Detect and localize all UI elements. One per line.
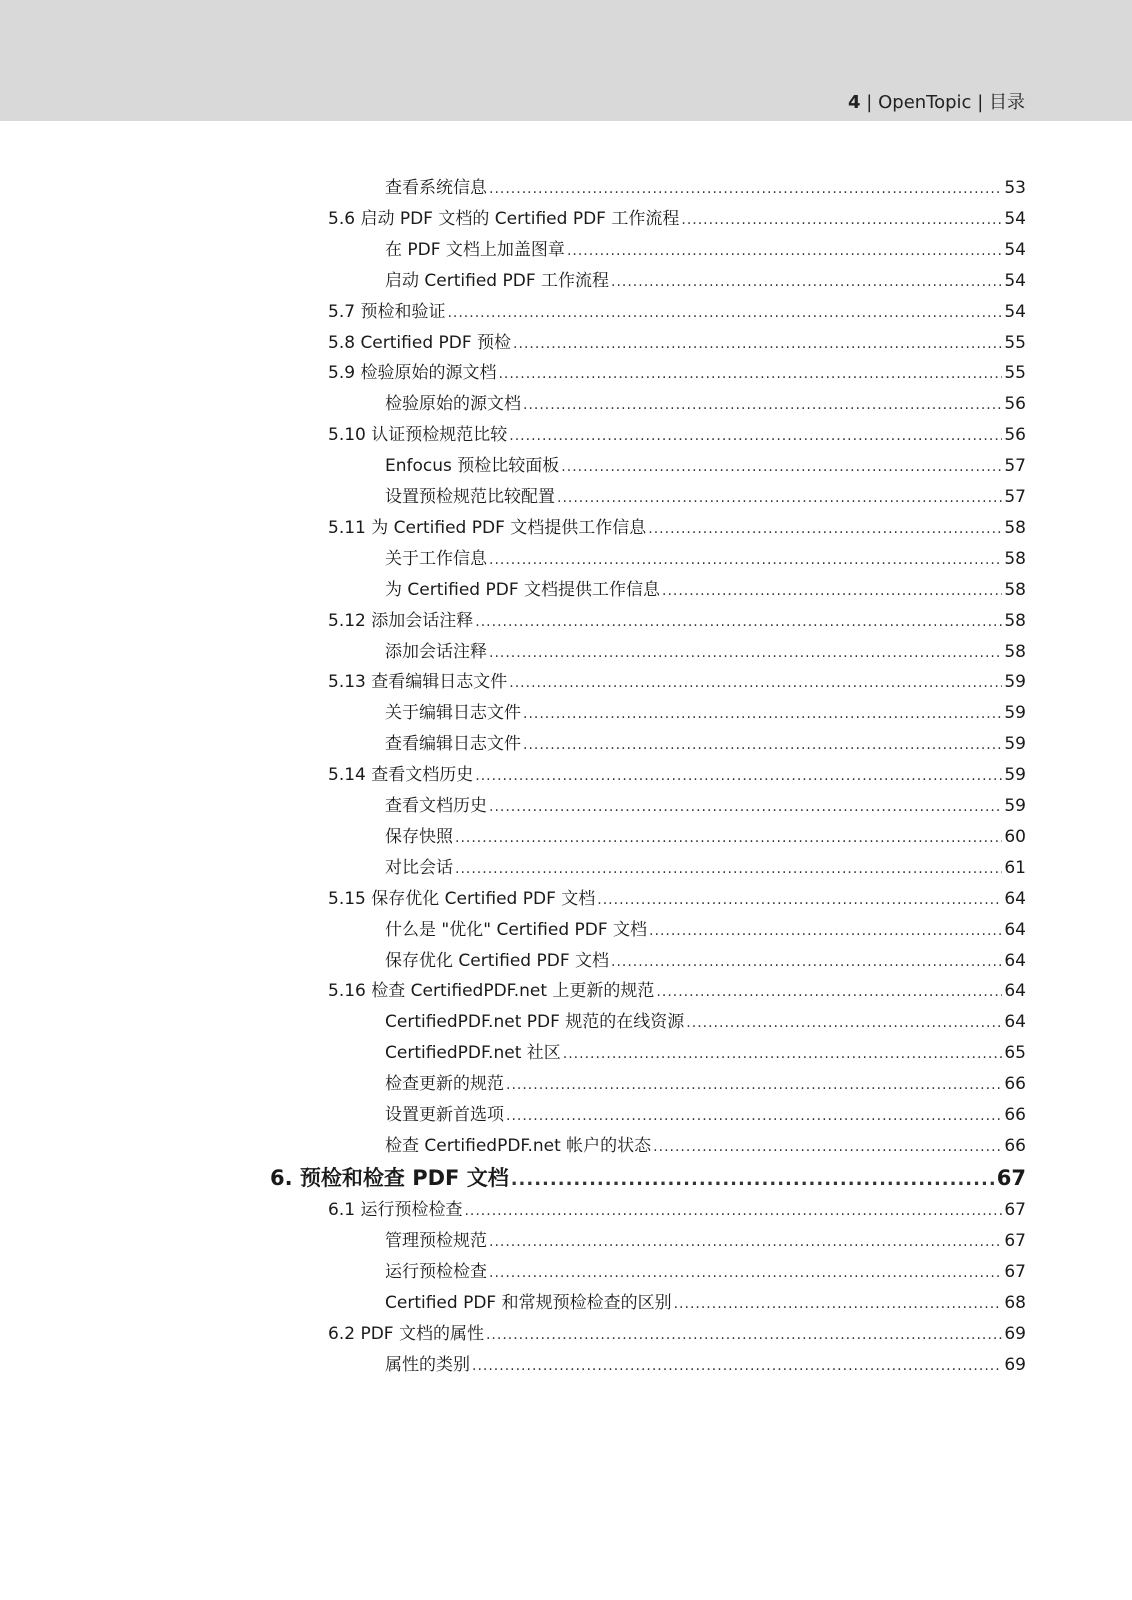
toc-subsection-entry[interactable] bbox=[385, 1038, 1026, 1069]
toc-leader-dots bbox=[563, 1039, 1003, 1069]
toc-entry-page: 55 bbox=[1004, 363, 1026, 384]
toc-entry-title: 设置更新首选项 bbox=[385, 1105, 504, 1125]
toc-entry-page: 58 bbox=[1004, 641, 1026, 662]
toc-entry-title: 6. 预检和检查 PDF 文档 bbox=[270, 1165, 509, 1190]
toc-leader-dots bbox=[489, 792, 1002, 822]
toc-leader-dots bbox=[509, 421, 1002, 451]
toc-subsection-entry[interactable] bbox=[385, 389, 1026, 420]
toc-section-entry[interactable] bbox=[328, 667, 1026, 698]
toc-entry-page: 59 bbox=[1004, 765, 1026, 786]
toc-leader-dots bbox=[455, 854, 1002, 884]
toc-entry-page: 53 bbox=[1004, 178, 1026, 198]
toc-entry-title: 5.6 启动 PDF 文档的 Certified PDF 工作流程 bbox=[328, 208, 680, 229]
toc-entry-title: 5.8 Certified PDF 预检 bbox=[328, 332, 512, 353]
toc-entry-page: 56 bbox=[1004, 394, 1026, 415]
toc-entry-title: 5.16 检查 CertifiedPDF.net 上更新的规范 bbox=[328, 981, 655, 1002]
toc-leader-dots bbox=[447, 298, 1002, 328]
toc-entry-title: 5.15 保存优化 Certified PDF 文档 bbox=[328, 888, 596, 909]
toc-entry-page: 58 bbox=[1004, 548, 1026, 569]
toc-leader-dots bbox=[653, 1132, 1002, 1162]
toc-entry-page: 67 bbox=[1004, 1231, 1026, 1252]
toc-section-entry[interactable] bbox=[328, 1195, 1026, 1226]
toc-section-entry[interactable] bbox=[328, 358, 1026, 389]
toc-entry-page: 64 bbox=[1004, 1012, 1026, 1033]
toc-subsection-entry[interactable] bbox=[385, 451, 1026, 482]
toc-leader-dots bbox=[475, 607, 1002, 637]
toc-leader-dots bbox=[686, 1008, 1002, 1038]
toc-subsection-entry[interactable] bbox=[385, 1288, 1026, 1319]
toc-entry-title: 关于编辑日志文件 bbox=[385, 703, 521, 724]
toc-leader-dots bbox=[611, 267, 1002, 297]
toc-entry-title: 启动 Certified PDF 工作流程 bbox=[385, 270, 609, 291]
toc-subsection-entry[interactable] bbox=[385, 1007, 1026, 1038]
toc-entry-title: 5.14 查看文档历史 bbox=[328, 765, 474, 786]
toc-entry-title: 什么是 "优化" Certified PDF 文档 bbox=[385, 919, 648, 940]
toc-entry-title: 5.11 为 Certified PDF 文档提供工作信息 bbox=[328, 517, 647, 538]
toc-subsection-entry[interactable] bbox=[385, 173, 1026, 204]
toc-subsection-entry[interactable] bbox=[385, 729, 1026, 760]
toc-subsection-entry[interactable] bbox=[385, 698, 1026, 729]
toc-leader-dots bbox=[648, 514, 1002, 544]
header-page-number: 4 bbox=[848, 92, 861, 113]
toc-entry-page: 67 bbox=[1004, 1262, 1026, 1282]
toc-section-entry[interactable] bbox=[328, 884, 1026, 915]
toc-entry-title: 检查 CertifiedPDF.net 帐户的状态 bbox=[385, 1135, 652, 1156]
toc-entry-page: 57 bbox=[1004, 456, 1026, 477]
toc-entry-page: 57 bbox=[1004, 487, 1026, 507]
toc-leader-dots bbox=[649, 916, 1002, 946]
toc-subsection-entry[interactable] bbox=[385, 1100, 1026, 1131]
toc-entry-title: 对比会话 bbox=[385, 857, 453, 878]
toc-entry-page: 56 bbox=[1004, 425, 1026, 446]
toc-entry-page: 54 bbox=[1004, 301, 1026, 322]
toc-entry-page: 61 bbox=[1004, 857, 1026, 878]
toc-section-entry[interactable] bbox=[328, 976, 1026, 1007]
toc-entry-title: 5.12 添加会话注释 bbox=[328, 610, 474, 631]
toc-subsection-entry[interactable] bbox=[385, 791, 1026, 822]
toc-entry-title: 检查更新的规范 bbox=[385, 1074, 504, 1095]
toc-subsection-entry[interactable] bbox=[385, 1131, 1026, 1162]
toc-entry-title: 查看文档历史 bbox=[385, 796, 487, 816]
toc-entry-page: 64 bbox=[1004, 919, 1026, 940]
toc-entry-title: 在 PDF 文档上加盖图章 bbox=[385, 239, 565, 260]
toc-entry-page: 67 bbox=[1004, 1200, 1026, 1221]
toc-entry-page: 66 bbox=[1004, 1074, 1026, 1095]
toc-entry-title: Enfocus 预检比较面板 bbox=[385, 456, 560, 477]
toc-leader-dots bbox=[681, 205, 1002, 235]
toc-leader-dots bbox=[506, 1070, 1002, 1100]
toc-entry-title: 检验原始的源文档 bbox=[385, 394, 521, 415]
toc-section-entry[interactable] bbox=[328, 1319, 1026, 1350]
toc-leader-dots bbox=[498, 359, 1002, 389]
toc-entry-title: 保存优化 Certified PDF 文档 bbox=[385, 950, 609, 971]
toc-entry-page: 64 bbox=[1004, 981, 1026, 1002]
toc-subsection-entry[interactable] bbox=[385, 544, 1026, 575]
toc-entry-page: 54 bbox=[1004, 239, 1026, 260]
toc-leader-dots bbox=[674, 1289, 1003, 1319]
toc-section-entry[interactable] bbox=[328, 297, 1026, 328]
toc-subsection-entry[interactable] bbox=[385, 637, 1026, 668]
toc-subsection-entry[interactable] bbox=[385, 575, 1026, 606]
toc-leader-dots bbox=[561, 452, 1002, 482]
toc-leader-dots bbox=[455, 823, 1002, 853]
toc-entry-page: 60 bbox=[1004, 826, 1026, 847]
toc-leader-dots bbox=[489, 1258, 1002, 1288]
toc-section-entry[interactable] bbox=[328, 328, 1026, 359]
toc-subsection-entry[interactable] bbox=[385, 1257, 1026, 1288]
toc-entry-page: 66 bbox=[1004, 1135, 1026, 1156]
toc-entry-title: 属性的类别 bbox=[385, 1354, 470, 1375]
toc-entry-page: 54 bbox=[1004, 270, 1026, 291]
toc-chapter-entry[interactable] bbox=[270, 1160, 1026, 1196]
toc-entry-title: 5.13 查看编辑日志文件 bbox=[328, 672, 508, 693]
toc-entry-page: 68 bbox=[1004, 1292, 1026, 1313]
toc-subsection-entry[interactable] bbox=[385, 822, 1026, 853]
toc-entry-title: 添加会话注释 bbox=[385, 641, 487, 662]
toc-entry-title: 运行预检检查 bbox=[385, 1262, 487, 1282]
toc-subsection-entry[interactable] bbox=[385, 235, 1026, 266]
toc-entry-page: 54 bbox=[1004, 208, 1026, 229]
toc-entry-page: 69 bbox=[1004, 1323, 1026, 1344]
toc-section-entry[interactable] bbox=[328, 606, 1026, 637]
toc-leader-dots bbox=[506, 1101, 1002, 1131]
toc-leader-dots bbox=[509, 668, 1002, 698]
toc-entry-page: 64 bbox=[1004, 950, 1026, 971]
toc-leader-dots bbox=[567, 236, 1002, 266]
toc-entry-title: 6.2 PDF 文档的属性 bbox=[328, 1323, 484, 1344]
toc-leader-dots bbox=[656, 977, 1002, 1007]
toc-leader-dots bbox=[472, 1351, 1002, 1381]
toc-subsection-entry[interactable] bbox=[385, 482, 1026, 513]
toc-subsection-entry[interactable] bbox=[385, 266, 1026, 297]
toc-leader-dots bbox=[597, 885, 1002, 915]
toc-entry-title: 查看编辑日志文件 bbox=[385, 734, 521, 755]
toc-section-entry[interactable] bbox=[328, 420, 1026, 451]
toc-entry-page: 55 bbox=[1004, 332, 1026, 353]
toc-entry-title: 保存快照 bbox=[385, 826, 453, 847]
running-header bbox=[848, 88, 1025, 114]
toc-entry-title: 查看系统信息 bbox=[385, 178, 487, 198]
toc-subsection-entry[interactable] bbox=[385, 915, 1026, 946]
toc-subsection-entry[interactable] bbox=[385, 1069, 1026, 1100]
toc-entry-title: 关于工作信息 bbox=[385, 548, 487, 569]
toc-leader-dots bbox=[489, 174, 1002, 204]
toc-leader-dots bbox=[523, 699, 1002, 729]
toc-section-entry[interactable] bbox=[328, 760, 1026, 791]
toc-entry-page: 58 bbox=[1004, 579, 1026, 600]
toc-section-entry[interactable] bbox=[328, 204, 1026, 235]
header-doc-title: OpenTopic bbox=[878, 92, 972, 113]
toc-entry-page: 58 bbox=[1004, 610, 1026, 631]
toc-entry-title: 5.10 认证预检规范比较 bbox=[328, 425, 508, 446]
toc-entry-page: 69 bbox=[1004, 1354, 1026, 1375]
header-section: 目录 bbox=[989, 92, 1025, 113]
toc-entry-page: 64 bbox=[1004, 888, 1026, 909]
toc-leader-dots bbox=[486, 1320, 1002, 1350]
toc-entry-title: 管理预检规范 bbox=[385, 1231, 487, 1252]
toc-entry-title: Certified PDF 和常规预检检查的区别 bbox=[385, 1292, 672, 1313]
toc-leader-dots bbox=[662, 576, 1002, 606]
toc-entry-title: 为 Certified PDF 文档提供工作信息 bbox=[385, 579, 660, 600]
toc-leader-dots bbox=[511, 1162, 995, 1196]
toc-leader-dots bbox=[475, 761, 1002, 791]
toc-subsection-entry[interactable] bbox=[385, 946, 1026, 977]
toc-subsection-entry[interactable] bbox=[385, 1226, 1026, 1257]
toc-entry-page: 59 bbox=[1004, 703, 1026, 724]
toc-entry-title: CertifiedPDF.net PDF 规范的在线资源 bbox=[385, 1012, 685, 1033]
toc-leader-dots bbox=[523, 390, 1002, 420]
toc-entry-title: 设置预检规范比较配置 bbox=[385, 487, 555, 507]
toc-leader-dots bbox=[489, 1227, 1002, 1257]
toc-entry-page: 65 bbox=[1004, 1043, 1026, 1064]
toc-entry-title: CertifiedPDF.net 社区 bbox=[385, 1043, 561, 1064]
header-separator: | bbox=[866, 92, 873, 113]
toc-leader-dots bbox=[464, 1196, 1002, 1226]
toc-leader-dots bbox=[611, 947, 1002, 977]
toc-entry-page: 58 bbox=[1004, 517, 1026, 538]
toc-leader-dots bbox=[557, 483, 1002, 513]
header-separator: | bbox=[977, 92, 984, 113]
toc-leader-dots bbox=[523, 730, 1002, 760]
toc-entry-title: 5.9 检验原始的源文档 bbox=[328, 363, 497, 384]
toc-entry-title: 5.7 预检和验证 bbox=[328, 301, 446, 322]
toc-subsection-entry[interactable] bbox=[385, 853, 1026, 884]
toc-leader-dots bbox=[489, 545, 1002, 575]
toc-entry-page: 59 bbox=[1004, 796, 1026, 816]
toc-entry-page: 67 bbox=[996, 1165, 1026, 1190]
toc-section-entry[interactable] bbox=[328, 513, 1026, 544]
toc-subsection-entry[interactable] bbox=[385, 1350, 1026, 1381]
toc-entry-page: 66 bbox=[1004, 1105, 1026, 1125]
toc-entry-page: 59 bbox=[1004, 734, 1026, 755]
toc-entry-title: 6.1 运行预检检查 bbox=[328, 1200, 463, 1221]
page-header-band bbox=[0, 0, 1132, 121]
toc-leader-dots bbox=[489, 638, 1002, 668]
toc-leader-dots bbox=[513, 329, 1002, 359]
toc-entry-page: 59 bbox=[1004, 672, 1026, 693]
